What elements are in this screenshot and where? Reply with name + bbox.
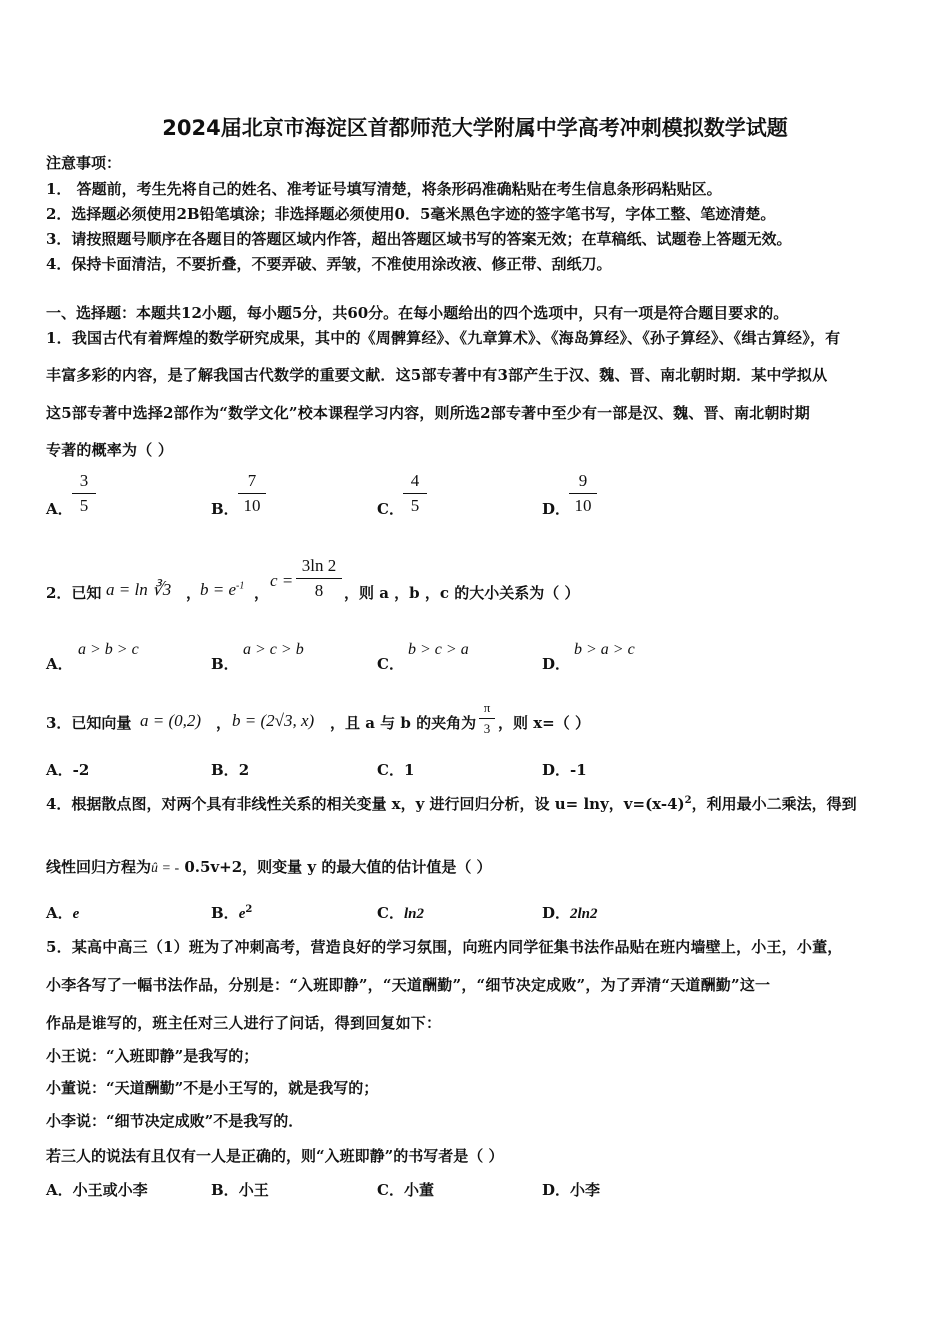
q5-text-line: 若三人的说法有且仅有一人是正确的，则“入班即静”的书写者是（ ）: [46, 1147, 504, 1165]
q5-text-line: 作品是谁写的，班主任对三人进行了问话，得到回复如下：: [46, 1014, 442, 1032]
q3-prefix: 3．已知向量: [46, 714, 132, 732]
q5-text-line: 5．某高中高三（1）班为了冲刺高考，营造良好的学习氛围，向班内同学征集书法作品贴在班内墙壁上，小王，小董，: [46, 938, 843, 956]
q1-option-fraction: $\frac{4}{5}$: [403, 471, 427, 516]
q3-option: D．-1: [542, 761, 587, 779]
q2-option-expression: b > a > c: [574, 641, 635, 658]
q1-option-label: B．: [211, 500, 239, 518]
q2-option-label: B．: [211, 655, 239, 673]
q2-option-expression: a > b > c: [78, 641, 139, 658]
q2-suffix: ，则 a ，b ，c 的大小关系为（ ）: [344, 584, 580, 602]
q3-option: B．2: [211, 761, 250, 779]
q2-a-expression: a = ln ∛3: [106, 580, 172, 599]
q5-text-line: 小李各写了一幅书法作品，分别是：“入班即静”，“天道酬勤”，“细节决定成败”，为了弄清“天道酬勤”这一: [46, 976, 771, 994]
q2-option-label: D．: [542, 655, 571, 673]
q2-comma: ，: [186, 584, 202, 602]
q5-option: B．小王: [211, 1181, 269, 1199]
q2-option-label: C．: [377, 655, 404, 673]
q3-angle-text: ，且 a 与 b 的夹角为: [330, 714, 477, 732]
q3-vector-a: a = (0,2): [140, 711, 202, 730]
section-header: 一、选择题：本题共12小题，每小题5分，共60分。在每小题给出的四个选项中，只有一项是符合题目要求的。: [46, 304, 789, 322]
q1-text-line: 专著的概率为（ ）: [46, 441, 174, 459]
q3-comma: ，: [216, 714, 232, 732]
q3-angle-fraction: $\frac{\pi}{3}$: [479, 700, 495, 737]
q4-line: 线性回归方程为û = - 0.5v+2，则变量 y 的最大值的估计值是（ ）: [46, 858, 492, 876]
q2-option-expression: a > c > b: [243, 641, 304, 658]
q5-text-line: 小李说：“细节决定成败”不是我写的．: [46, 1112, 304, 1130]
q1-text-line: 这5部专著中选择2部作为“数学文化”校本课程学习内容，则所选2部专著中至少有一部是汉、魏、晋、南北朝时期: [46, 404, 810, 422]
q2-c-fraction: $\frac{3\ln 2}{8}$: [296, 556, 342, 601]
q5-option: D．小李: [542, 1181, 601, 1199]
notice-item: 3．请按照题号顺序在各题目的答题区域内作答，超出答题区域书写的答案无效；在草稿纸、试题卷上答题无效。: [46, 230, 792, 248]
notice-item: 2．选择题必须使用2B铅笔填涂；非选择题必须使用0．5毫米黑色字迹的签字笔书写，字体工整、笔迹清楚。: [46, 205, 776, 223]
q1-option-label: C．: [377, 500, 404, 518]
q3-option: C．1: [377, 761, 415, 779]
q2-c-lhs: c =: [270, 571, 294, 590]
q1-text-line: 1．我国古代有着辉煌的数学研究成果，其中的《周髀算经》、《九章算术》、《海岛算经》、《孙子算经》、《缉古算经》，有: [46, 329, 841, 347]
notice-item: 4．保持卡面清洁，不要折叠，不要弄破、弄皱，不准使用涂改液、修正带、刮纸刀。: [46, 255, 612, 273]
notice-heading: 注意事项：: [46, 154, 122, 172]
q1-option-fraction: $\frac{9}{10}$: [569, 471, 597, 516]
q4-option: D．2ln2: [542, 904, 598, 922]
q4-option: C．ln2: [377, 904, 424, 922]
q5-text-line: 小董说：“天道酬勤”不是小王写的，就是我写的；: [46, 1079, 379, 1097]
q1-option-label: A．: [46, 500, 73, 518]
q3-vector-b: b = (2√3, x): [232, 711, 315, 730]
q1-text-line: 丰富多彩的内容，是了解我国古代数学的重要文献．这5部专著中有3部产生于汉、魏、晋、南北朝时期．某中学拟从: [46, 366, 828, 384]
q3-suffix: ，则 x=（ ）: [498, 714, 590, 732]
q2-b-expression: $b = e^{-1}$: [200, 580, 245, 599]
q1-option-label: D．: [542, 500, 571, 518]
q1-option-fraction: $\frac{7}{10}$: [238, 471, 266, 516]
page-title: 2024届北京市海淀区首都师范大学附属中学高考冲刺模拟数学试题: [162, 116, 788, 140]
q5-option: A．小王或小李: [46, 1181, 148, 1199]
q4-line: 4．根据散点图，对两个具有非线性关系的相关变量 x，y 进行回归分析，设 u= lny，$v=(x-4)^2$，利用最小二乘法，得到: [46, 795, 857, 813]
q2-comma: ，: [254, 584, 270, 602]
q4-option: A．e: [46, 904, 80, 922]
q4-option: B．$e^2$: [211, 904, 253, 922]
q5-option: C．小董: [377, 1181, 434, 1199]
q1-option-fraction: $\frac{3}{5}$: [72, 471, 96, 516]
q3-option: A．-2: [46, 761, 90, 779]
notice-item: 1． 答题前，考生先将自己的姓名、准考证号填写清楚，将条形码准确粘贴在考生信息条形码粘贴区。: [46, 180, 722, 198]
q5-text-line: 小王说：“入班即静”是我写的；: [46, 1047, 259, 1065]
q2-option-expression: b > c > a: [408, 641, 469, 658]
q2-prefix: 2．已知: [46, 584, 102, 602]
q2-option-label: A．: [46, 655, 73, 673]
